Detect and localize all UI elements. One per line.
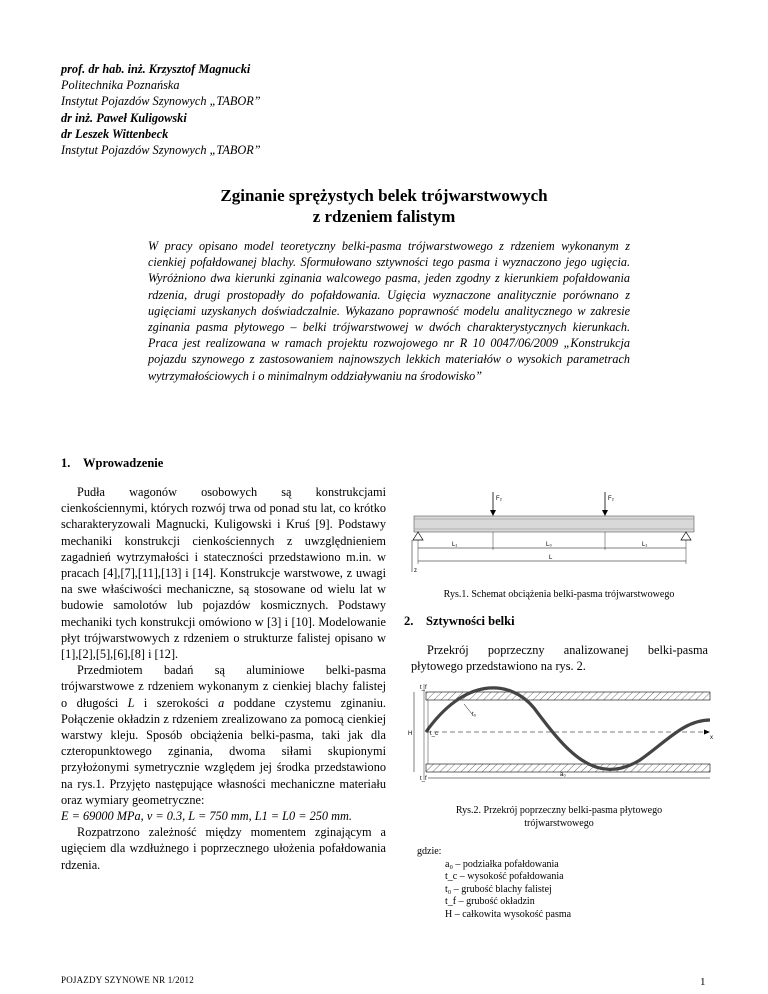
paragraph-2-text-b: i szerokości (134, 695, 219, 710)
material-formula (61, 808, 386, 824)
symbol-a: a (218, 695, 225, 710)
author-line-2: Politechnika Poznańska (61, 78, 180, 93)
legend-item: t₀ – grubość blachy falistej (445, 883, 552, 895)
abstract: W pracy opisano model teoretyczny belki-pasma trójwarstwowego z rdzeniem wykonanym z cienkiej pofałdowanej blachy. Sformułowano sztywności tego pasma i wyznaczono jego ugięcia. Wyróżniono dwa kierunki zginania walcowego pasma, jeden zgodny z kierunkiem pofałdowania rdzenia, drugi prostopadły do pofałdowania. Ugięcia wyznaczone analitycznie porównano z ugięciami uzyskanych doświadczalnie. Wykazano poprawność modelu analitycznego w zakresie zginania pasma płytowego – belki trójwarstwowej w dwóch charakterystycznych kierunkach. Praca jest realizowana w ramach projektu rozwojowego nr R 10 0047/06/2009 „Konstrukcja pojazdu szynowego z zastosowaniem najnowszych lekkich materiałów o wysokich parametrach wytrzymałościowych i o minimalnym oddziaływaniu na środowisko” (148, 239, 630, 383)
figure-1-caption: Rys.1. Schemat obciążenia belki-pasma trójwarstwowego (443, 589, 675, 600)
section-1-title: Wprowadzenie (83, 456, 164, 470)
force-label-left: F₂ (496, 496, 502, 502)
legend-item: t_c – wysokość pofałdowania (445, 871, 564, 882)
label-L1-left: L₁ (452, 542, 458, 548)
paragraph-1: Pudła wagonów osobowych są konstrukcjami cienkościennymi, których rozwój trwa od ponad stu lat, co krótko scharakteryzowali Magnucki, Kuligowski i Kruś [9]. Podstawy mechaniki konstrukcji cienkościennych z uwzględnieniem zagadnień wytrzymałości i stateczności przedstawiono m.in. w pracach [4],[7],[11],[13] i [14]. Konstrukcje warstwowe, z uwagi na swe właściwości mechaniczne, są stosowane od wielu lat w budowie samolotów lub pojazdów kosmicznych. Podstawy mechaniki tych konstrukcji omówiono w [3] i [10]. Modelowanie płyt trójwarstwowych z rdzeniem o strukturze falistej opisano w [1],[2],[5],[6],[8] i [12]. (61, 485, 386, 662)
face-bottom (426, 764, 710, 772)
author-line-6: Instytut Pojazdów Szynowych „TABOR” (61, 143, 261, 158)
label-L0: L₀ (546, 542, 552, 548)
author-line-5: dr Leszek Wittenbeck (61, 126, 169, 141)
label-L1-right: L₁ (642, 542, 648, 548)
paragraph-2 (61, 662, 386, 808)
legend-item: t_f – grubość okładzin (445, 896, 535, 907)
paragraph-2-text-c: poddane czystemu zginaniu. Połączenie okładzin z rdzeniem zrealizowano za pomocą cienkiej warstwy kleju. Sposób obciążenia belki-pasma, taki jak dla czteropunktowego zginania, dwoma siłami skupionymi przyłożonymi symetrycznie względem jej środka przedstawiono na rys.1. Przyjęto następujące własności mechaniczne materiału oraz wymiary geometryczne: (61, 695, 386, 807)
title-line-2: z rdzeniem falistym (312, 207, 456, 226)
legend-list (417, 859, 571, 922)
legend-item: a₀ – podziałka pofałdowania (445, 858, 559, 870)
force-arrowhead-right (602, 510, 608, 516)
figure-2-caption (404, 804, 714, 830)
journal-footer: POJAZDY SZYNOWE NR 1/2012 (61, 975, 194, 985)
section-1-heading (61, 456, 163, 471)
left-column-text (61, 484, 386, 873)
section-2-number: 2. (404, 614, 414, 628)
legend-item: H – całkowita wysokość pasma (445, 908, 572, 920)
label-tf-bottom: t_f (420, 776, 427, 782)
label-tf-top: t_f (420, 685, 427, 691)
label-t0: t₀ (472, 712, 477, 718)
figure-1-loading-scheme (404, 486, 714, 576)
label-x: x (710, 735, 713, 741)
paragraph-2-text-a: Przedmiotem badań są aluminiowe belki-pasma trójwarstwowe z rdzeniem wykonanym z cienkiej blachy falistej o długości (61, 663, 386, 710)
label-a0: a₀ (560, 772, 566, 778)
author-line-1: prof. dr hab. inż. Krzysztof Magnucki (61, 62, 251, 76)
section-1-number: 1. (61, 456, 71, 470)
label-H: H (408, 731, 413, 737)
beam-body (414, 516, 694, 532)
author-line-3: Instytut Pojazdów Szynowych „TABOR” (61, 94, 261, 109)
force-label-right: F₂ (608, 496, 614, 502)
symbol-legend (417, 846, 571, 921)
figure-2-caption-line-1: Rys.2. Przekrój poprzeczny belki-pasma płytowego (455, 805, 663, 816)
label-z: z (414, 568, 417, 574)
support-left (413, 532, 423, 540)
support-right (681, 532, 691, 540)
formula-text: E = 69000 MPa, ν = 0.3, L = 750 mm, L1 = L0 = 250 mm. (61, 809, 352, 824)
label-tc: t_c (430, 731, 439, 737)
author-block (61, 61, 261, 158)
section-2-text: Przekrój poprzeczny analizowanej belki-pasma płytowego przedstawiono na rys. 2. (411, 643, 708, 674)
author-line-4: dr inż. Paweł Kuligowski (61, 110, 187, 125)
force-arrowhead-left (490, 510, 496, 516)
page-number: 1 (700, 976, 706, 988)
section-2-title: Sztywności belki (426, 614, 515, 628)
symbol-L: L (127, 695, 135, 710)
figure-2-caption-line-2: trójwarstwowego (524, 818, 594, 829)
legend-intro: gdzie: (417, 846, 442, 857)
label-L: L (549, 555, 553, 561)
title-line-1: Zginanie sprężystych belek trójwarstwowych (220, 186, 548, 205)
section-2-heading (404, 614, 515, 629)
paragraph-3: Rozpatrzono zależność między momentem zginającym a ugięciem dla wzdłużnego i poprzecznego ułożenia pofałdowania rdzenia. (61, 825, 386, 872)
paper-title (0, 185, 768, 227)
figure-2-cross-section (404, 680, 722, 782)
